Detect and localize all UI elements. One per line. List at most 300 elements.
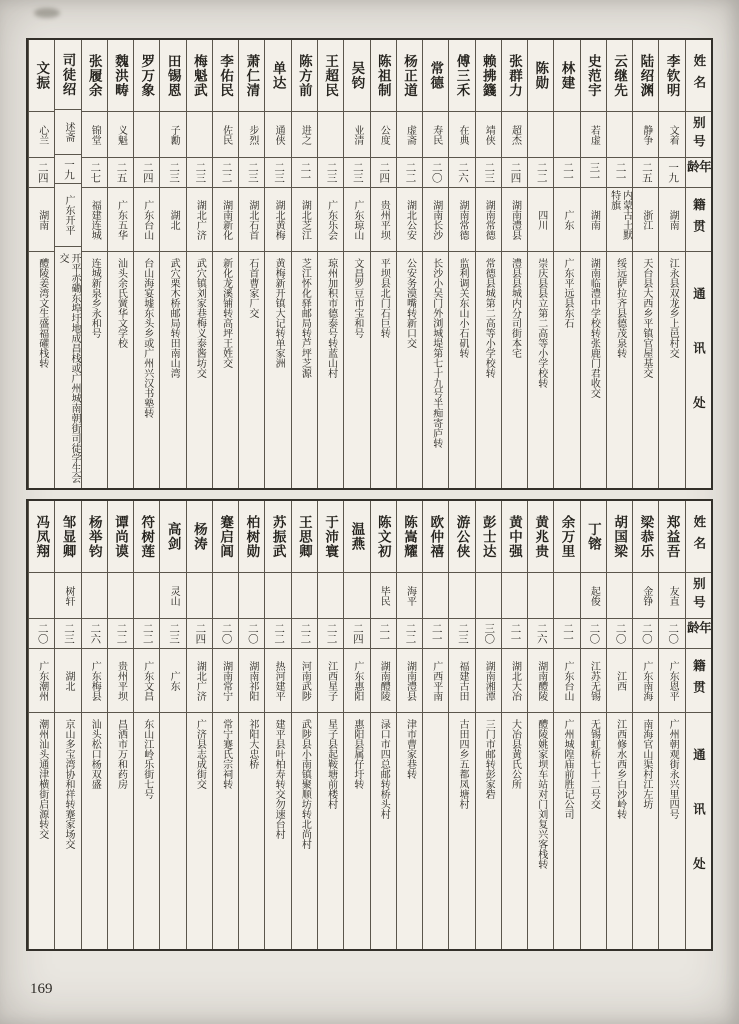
person-column	[632, 501, 658, 949]
person-column	[658, 40, 684, 488]
person-column	[291, 501, 317, 949]
person-age: 二三	[449, 619, 474, 649]
person-column	[238, 40, 264, 488]
person-alias: 静争	[633, 112, 658, 158]
person-age: 二一	[607, 158, 632, 188]
person-address: 醴陵姜湾文生盛福礶栈转	[36, 258, 48, 368]
person-name: 符树莲	[134, 501, 159, 573]
person-address: 广州城隍庙前胜记公司	[562, 719, 574, 819]
person-address: 武穴栗木桥邮局转田南山湾	[168, 258, 180, 378]
person-alias: 毕民	[371, 573, 396, 619]
person-age: 二二	[528, 158, 553, 188]
person-address: 江永县双龙乡上邑村交	[667, 258, 679, 358]
person-address: 崇庆县县立第二高等小学校转	[535, 258, 547, 388]
person-alias	[82, 573, 107, 619]
person-origin: 四川	[528, 188, 553, 252]
person-name: 杨举钧	[82, 501, 107, 573]
person-age: 二二	[265, 619, 290, 649]
person-address: 湖南临澧中学校转张鹿门君收交	[588, 258, 600, 398]
person-origin: 江西星子	[318, 649, 343, 713]
person-address: 广州朝观街永兴里四号	[667, 719, 679, 819]
person-alias: 若虚	[581, 112, 606, 158]
person-age: 二〇	[581, 619, 606, 649]
person-alias	[502, 573, 527, 619]
person-column	[159, 40, 185, 488]
person-origin: 湖南常德	[449, 188, 474, 252]
person-column	[81, 40, 107, 488]
person-address: 建平县叶柏寿转交勿速台村	[273, 719, 285, 839]
person-column	[107, 40, 133, 488]
person-column	[343, 501, 369, 949]
person-name: 赖拂籛	[476, 40, 501, 112]
person-age: 二二	[108, 619, 133, 649]
person-name: 杨正道	[397, 40, 422, 112]
person-age: 二一	[371, 619, 396, 649]
person-alias: 心兰	[29, 112, 54, 158]
person-name: 张履余	[82, 40, 107, 112]
person-origin: 湖北大冶	[502, 649, 527, 713]
person-age: 二三	[476, 158, 501, 188]
person-address: 澧县县城内分司街本宅	[509, 258, 521, 358]
person-column	[159, 501, 185, 949]
person-column	[475, 40, 501, 488]
person-alias	[187, 573, 212, 619]
person-column	[317, 501, 343, 949]
person-age: 二三	[55, 619, 80, 649]
header-address: 通讯处	[691, 287, 706, 451]
person-origin: 湖北黄梅	[265, 188, 290, 252]
person-address: 琼州加积市德泰号转蓝山村	[325, 258, 337, 378]
person-name: 黄中强	[502, 501, 527, 573]
person-age: 二〇	[239, 619, 264, 649]
person-origin: 广东梅县	[82, 649, 107, 713]
person-origin: 湖南澧县	[502, 188, 527, 252]
person-age: 二二	[397, 619, 422, 649]
person-address: 武陟县小南镇聚顺坊转北尚村	[299, 719, 311, 849]
person-age: 二三	[160, 619, 185, 649]
person-column	[501, 40, 527, 488]
person-address: 台山海宴墟东头乡或广州兴汉书塾转	[141, 258, 153, 418]
person-name: 王思卿	[292, 501, 317, 573]
person-address: 江西修水西乡白沙岭转	[614, 719, 626, 819]
person-address: 公安务漠嘴转新口交	[404, 258, 416, 348]
person-address: 潮州汕头通津横街启源转交	[36, 719, 48, 839]
person-age: 二四	[371, 158, 396, 188]
person-age: 二三	[239, 158, 264, 188]
person-age: 二六	[82, 619, 107, 649]
person-name: 魏洪畴	[108, 40, 133, 112]
person-column	[553, 40, 579, 488]
person-origin: 湖南醴陵	[528, 649, 553, 713]
person-address: 醴陵姚家坝车站对门刘复兴客栈转	[535, 719, 547, 869]
person-origin: 贵州平坝	[371, 188, 396, 252]
person-address: 平坝县北门石巨转	[378, 258, 390, 338]
person-name: 单达	[265, 40, 290, 112]
person-alias	[134, 112, 159, 158]
header-alias: 别号	[686, 112, 711, 158]
person-name: 欧仲禧	[423, 501, 448, 573]
person-column	[606, 501, 632, 949]
person-address: 三门市邮转彭家砦	[483, 719, 495, 799]
person-origin: 江苏无锡	[581, 649, 606, 713]
person-address: 无锡虹桥七十二号交	[588, 719, 600, 809]
person-age: 三〇	[476, 619, 501, 649]
person-column	[527, 40, 553, 488]
person-age: 二四	[29, 158, 54, 188]
person-alias	[528, 112, 553, 158]
person-address: 广东平远县东石	[562, 258, 574, 328]
person-age: 二四	[134, 158, 159, 188]
person-age: 二〇	[633, 619, 658, 649]
person-age: 二五	[108, 158, 133, 188]
person-alias	[554, 112, 579, 158]
person-age: 二二	[213, 158, 238, 188]
person-origin: 湖南醴陵	[371, 649, 396, 713]
person-name: 温燕	[344, 501, 369, 573]
person-alias	[528, 573, 553, 619]
person-alias	[213, 573, 238, 619]
header-alias: 别号	[686, 573, 711, 619]
person-name: 傅三禾	[449, 40, 474, 112]
person-age: 二三	[344, 158, 369, 188]
table-header-column	[685, 40, 711, 488]
person-origin: 广东惠阳	[344, 649, 369, 713]
person-address: 文昌罗豆市宝和号	[351, 258, 363, 338]
person-name: 张群力	[502, 40, 527, 112]
person-alias	[318, 573, 343, 619]
person-origin: 湖南	[581, 188, 606, 252]
person-address: 长沙小吴门外浏城堤第七十九号半痴寄庐转	[430, 258, 442, 448]
header-name: 姓名	[686, 501, 711, 573]
person-alias	[108, 573, 133, 619]
person-alias	[134, 573, 159, 619]
person-name: 胡国梁	[607, 501, 632, 573]
person-origin: 内蒙古土默特旗	[607, 188, 632, 252]
person-name: 于沛寰	[318, 501, 343, 573]
directory-table-top	[26, 38, 713, 490]
person-origin: 广东	[160, 649, 185, 713]
person-name: 谭尚谟	[108, 501, 133, 573]
person-name: 吴钧	[344, 40, 369, 112]
person-origin: 湖北广济	[187, 188, 212, 252]
person-address: 汕头松口杨双盛	[89, 719, 101, 789]
person-origin: 湖北	[55, 649, 80, 713]
person-address	[423, 713, 448, 949]
person-origin: 河南武陟	[292, 649, 317, 713]
person-age: 二二	[318, 619, 343, 649]
person-origin: 湖北芝江	[292, 188, 317, 252]
person-alias	[554, 573, 579, 619]
person-name: 常德	[423, 40, 448, 112]
person-column	[238, 501, 264, 949]
person-name: 李佑民	[213, 40, 238, 112]
person-age: 二二	[292, 619, 317, 649]
person-age: 二三	[265, 158, 290, 188]
person-age: 二〇	[659, 619, 684, 649]
person-address: 古田四乡五都凤塘村	[456, 719, 468, 809]
person-column	[186, 501, 212, 949]
person-address: 星子县起鞍塘前楼村	[325, 719, 337, 809]
person-origin: 广东潮州	[29, 649, 54, 713]
person-column	[475, 501, 501, 949]
person-alias	[239, 573, 264, 619]
person-address: 监利调关东山小石矶转	[456, 258, 468, 358]
person-alias	[607, 573, 632, 619]
person-age: 二四	[187, 619, 212, 649]
person-name: 彭士达	[476, 501, 501, 573]
person-name: 蹇启阊	[213, 501, 238, 573]
person-column	[212, 501, 238, 949]
person-alias: 佐民	[213, 112, 238, 158]
person-name: 李钦明	[659, 40, 684, 112]
person-alias: 灵山	[160, 573, 185, 619]
person-column	[448, 501, 474, 949]
person-origin: 广西平南	[423, 649, 448, 713]
person-name: 余万里	[554, 501, 579, 573]
person-name: 郑益吾	[659, 501, 684, 573]
person-name: 丁镕	[581, 501, 606, 573]
person-origin: 湖南	[659, 188, 684, 252]
header-age: 年龄	[686, 158, 711, 188]
person-origin: 广东	[554, 188, 579, 252]
person-address: 大冶县黄氏公所	[509, 719, 521, 789]
person-origin: 福建连城	[82, 188, 107, 252]
person-age: 二六	[449, 158, 474, 188]
person-column	[54, 501, 80, 949]
person-column	[448, 40, 474, 488]
person-age: 二四	[344, 619, 369, 649]
person-alias: 步烈	[239, 112, 264, 158]
person-column	[264, 501, 290, 949]
header-origin: 籍贯	[686, 188, 711, 252]
person-age: 二六	[528, 619, 553, 649]
person-age: 一九	[659, 158, 684, 188]
page-number: 169	[30, 981, 53, 997]
person-address: 汕头余氏黉华文学校	[115, 258, 127, 348]
person-column	[317, 40, 343, 488]
person-address: 惠阳县属仔圩转	[351, 719, 363, 789]
person-address: 新化龙溪铺转高坪王姓交	[220, 258, 232, 368]
person-address: 常宁蹇氏宗祠转	[220, 719, 232, 789]
person-column	[212, 40, 238, 488]
person-alias: 友直	[659, 573, 684, 619]
person-column	[186, 40, 212, 488]
person-address: 绥远萨拉齐县德茂泉转	[614, 258, 626, 358]
person-column	[396, 501, 422, 949]
person-alias: 公度	[371, 112, 396, 158]
person-origin: 湖南湘潭	[476, 649, 501, 713]
person-origin: 热河建平	[265, 649, 290, 713]
person-age: 二七	[82, 158, 107, 188]
person-alias: 通侠	[265, 112, 290, 158]
person-name: 陈嵩耀	[397, 501, 422, 573]
person-address: 津市曹家巷转	[404, 719, 416, 779]
person-origin: 广东文昌	[134, 649, 159, 713]
person-age: 二一	[554, 158, 579, 188]
person-origin: 广东乐会	[318, 188, 343, 252]
person-alias: 业清	[344, 112, 369, 158]
person-column	[343, 40, 369, 488]
person-origin: 广东南海	[633, 649, 658, 713]
person-name: 司徒绍	[55, 40, 80, 110]
person-name: 陆绍渊	[633, 40, 658, 112]
person-origin: 江西	[607, 649, 632, 713]
person-column	[28, 40, 54, 488]
person-column	[606, 40, 632, 488]
person-alias: 金铮	[633, 573, 658, 619]
person-column	[632, 40, 658, 488]
person-name: 云继先	[607, 40, 632, 112]
person-address: 常德县城第二高等小学校转	[483, 258, 495, 378]
person-age: 二〇	[607, 619, 632, 649]
person-age: 二三	[160, 158, 185, 188]
person-address: 天台县大西乡平镇官屋基交	[640, 258, 652, 378]
table-header-column	[685, 501, 711, 949]
person-origin: 广东台山	[134, 188, 159, 252]
person-age: 二〇	[29, 619, 54, 649]
person-alias: 在典	[449, 112, 474, 158]
person-address: 广济县志成街交	[194, 719, 206, 789]
header-address: 通讯处	[691, 748, 706, 912]
person-column	[422, 40, 448, 488]
person-origin: 湖南	[29, 188, 54, 252]
person-address: 黄梅新开镇大记转单家洲	[273, 258, 285, 368]
person-name: 冯凤翔	[29, 501, 54, 573]
person-name: 柏树勋	[239, 501, 264, 573]
person-column	[527, 501, 553, 949]
person-alias	[292, 573, 317, 619]
person-column	[81, 501, 107, 949]
person-name: 杨涛	[187, 501, 212, 573]
person-alias	[344, 573, 369, 619]
person-origin: 浙江	[633, 188, 658, 252]
person-age: 三一	[581, 158, 606, 188]
person-origin: 湖北	[160, 188, 185, 252]
person-column	[658, 501, 684, 949]
person-address: 开平赤磡东埠圩地成昌栈或广州城南朝街司徒学生会交	[57, 252, 80, 483]
person-column	[553, 501, 579, 949]
person-name: 邹显卿	[55, 501, 80, 573]
person-origin: 湖南长沙	[423, 188, 448, 252]
person-age: 二〇	[213, 619, 238, 649]
person-address: 南海官山渠村江左坊	[640, 719, 652, 809]
person-origin: 广东五华	[108, 188, 133, 252]
person-origin: 广东恩平	[659, 649, 684, 713]
person-name: 王超民	[318, 40, 343, 112]
person-column	[422, 501, 448, 949]
person-origin: 湖南常宁	[213, 649, 238, 713]
header-origin: 籍贯	[686, 649, 711, 713]
person-age: 二一	[554, 619, 579, 649]
person-alias: 超杰	[502, 112, 527, 158]
person-age: 二三	[318, 158, 343, 188]
person-alias	[607, 112, 632, 158]
person-origin: 广东琼山	[344, 188, 369, 252]
person-age: 二四	[502, 158, 527, 188]
person-origin: 福建古田	[449, 649, 474, 713]
person-name: 罗万象	[134, 40, 159, 112]
person-address: 石首曹家厂交	[246, 258, 258, 318]
person-column	[291, 40, 317, 488]
person-address: 祁阳大忠桥	[246, 719, 258, 769]
person-name: 文振	[29, 40, 54, 112]
person-name: 黄兆贵	[528, 501, 553, 573]
person-alias: 子勷	[160, 112, 185, 158]
person-name: 林建	[554, 40, 579, 112]
person-column	[107, 501, 133, 949]
person-origin: 湖北广济	[187, 649, 212, 713]
person-column	[501, 501, 527, 949]
person-alias: 靖侠	[476, 112, 501, 158]
person-name: 陈勋	[528, 40, 553, 112]
person-address: 渌口市四总邮转桥头村	[378, 719, 390, 819]
person-address: 连城新泉乡永和号	[89, 258, 101, 338]
person-alias	[29, 573, 54, 619]
person-age: 二一	[423, 619, 448, 649]
person-origin: 湖南新化	[213, 188, 238, 252]
person-alias: 述斋	[55, 110, 80, 155]
person-age: 二二	[397, 158, 422, 188]
person-address: 武穴镇刘家巷梅义泰酱坊交	[194, 258, 206, 378]
person-column	[264, 40, 290, 488]
person-column	[580, 501, 606, 949]
person-age: 二五	[633, 158, 658, 188]
person-alias: 树轩	[55, 573, 80, 619]
person-name: 梁恭乐	[633, 501, 658, 573]
person-column	[133, 40, 159, 488]
person-alias: 文着	[659, 112, 684, 158]
person-alias	[423, 573, 448, 619]
person-name: 陈方前	[292, 40, 317, 112]
person-name: 陈文初	[371, 501, 396, 573]
person-name: 田锡恩	[160, 40, 185, 112]
person-alias: 锦堂	[82, 112, 107, 158]
person-age: 二一	[292, 158, 317, 188]
person-alias: 进之	[292, 112, 317, 158]
person-alias: 海平	[397, 573, 422, 619]
person-alias: 起俊	[581, 573, 606, 619]
person-alias	[476, 573, 501, 619]
person-column	[28, 501, 54, 949]
person-origin: 贵州平坝	[108, 649, 133, 713]
person-name: 陈祖制	[371, 40, 396, 112]
person-name: 苏振武	[265, 501, 290, 573]
person-age: 二一	[502, 619, 527, 649]
person-name: 游公侠	[449, 501, 474, 573]
person-origin: 湖南祁阳	[239, 649, 264, 713]
person-column	[54, 40, 80, 488]
person-alias	[318, 112, 343, 158]
person-column	[370, 40, 396, 488]
person-address: 东山江岭乐街七号	[141, 719, 153, 799]
person-column	[370, 501, 396, 949]
person-origin: 广东开平	[55, 184, 80, 246]
person-alias	[265, 573, 290, 619]
person-age: 二二	[134, 619, 159, 649]
person-name: 萧仁清	[239, 40, 264, 112]
person-origin: 湖南常德	[476, 188, 501, 252]
person-column	[133, 501, 159, 949]
header-name: 姓名	[686, 40, 711, 112]
person-alias	[187, 112, 212, 158]
person-address: 芝江怀化驿邮局转芦坪芝源	[299, 258, 311, 378]
person-alias	[449, 573, 474, 619]
directory-table-bottom	[26, 499, 713, 951]
person-origin: 湖北公安	[397, 188, 422, 252]
person-column	[580, 40, 606, 488]
person-address: 昌洒市万和药房	[115, 719, 127, 789]
person-age: 二〇	[423, 158, 448, 188]
